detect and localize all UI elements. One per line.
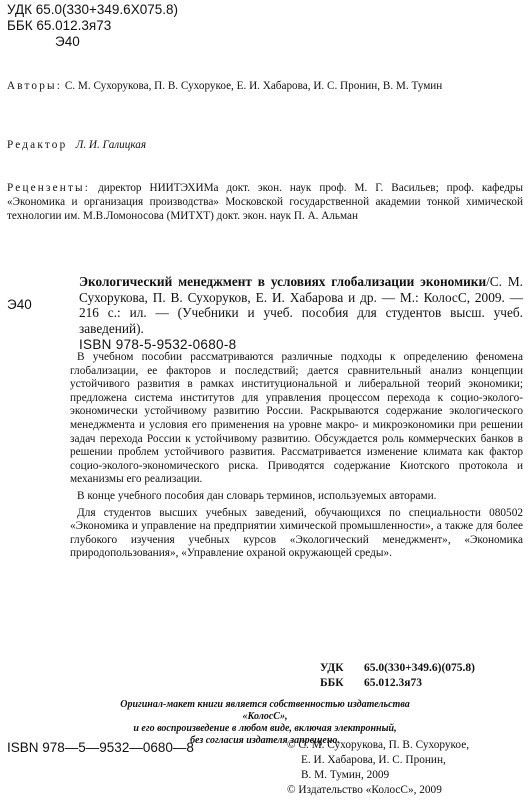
editor-label: Редактор bbox=[7, 139, 68, 151]
reviewers-block bbox=[7, 181, 523, 223]
bibliographic-record bbox=[7, 274, 523, 352]
abstract-paragraph-2: В конце учебного пособия дан словарь терминов, используемых авторами. bbox=[77, 489, 437, 502]
notice-line-1: Оригинал-макет книги является собственностью издательства «КолосС», bbox=[120, 699, 410, 722]
book-title: Экологический менеджмент в условиях глобализации экономики bbox=[79, 274, 487, 289]
authors-block bbox=[7, 79, 523, 93]
notice-line-2: и его воспроизведение в любом виде, включая электронный, bbox=[133, 723, 397, 734]
abstract-paragraph-3: Для студентов высших учебных заведений, обучающихся по специальности 080502 «Экономика и управление на предприятии химической промышленности», а также для более глубокого изучения учебных курсов «Экологический менеджмент», «Экономика природопользования», «Управление охраной окружающей среды». bbox=[70, 506, 523, 560]
notice-line-3: без согласия издателя запрещено. bbox=[190, 735, 340, 746]
authors-label: Авторы: bbox=[7, 80, 63, 92]
footer-udk-value: 65.0(330+349.6)(075.8) bbox=[364, 662, 475, 674]
copyright-line-2: Е. И. Хабарова, И. С. Пронин, bbox=[301, 754, 446, 766]
footer-bbk-label: ББК bbox=[320, 676, 344, 689]
copyright-line-1: © С. М. Сухорукова, П. В. Сухорукое, bbox=[287, 739, 470, 751]
isbn-record: ISBN 978-5-9532-0680-8 bbox=[79, 337, 237, 352]
footer-codes bbox=[320, 661, 522, 690]
abstract bbox=[70, 351, 523, 564]
editor-block bbox=[7, 138, 523, 152]
bib-description bbox=[79, 274, 523, 336]
footer-udk-label: УДК bbox=[320, 662, 344, 674]
bib-index: Э40 bbox=[7, 297, 32, 312]
copyright-line-4: © Издательство «КолосС», 2009 bbox=[287, 784, 442, 796]
copyright-line-3: В. М. Тумин, 2009 bbox=[301, 769, 390, 781]
bbk-code: ББК 65.012.3я73 bbox=[7, 18, 112, 33]
editor-name: Л. И. Галицкая bbox=[75, 139, 147, 151]
classification-codes bbox=[7, 2, 178, 50]
isbn-bottom: ISBN 978—5—9532—0680—8 bbox=[7, 740, 194, 755]
reviewers-list: директор НИИТЭХИМа докт. экон. наук проф. М. Г. Васильев; проф. кафедры «Экономика и организация производства» Московской государственной академии тонкой химической технологии им. М.В.Ломоносова (МИТХТ) докт. экон. наук П. А. Альман bbox=[7, 182, 523, 222]
author-index: Э40 bbox=[55, 34, 80, 49]
abstract-paragraph-1: В учебном пособии рассматриваются различные подходы к определению феномена глобализации, ее факторов и последствий; дается сравнительный анализ концепции устойчивого развития в рамках институциональной и либеральной теорий экономики; предложена система институтов для управления процессом перехода к социо-эколого-экономически устойчивому развитию России. Раскрываются содержание экологического менеджмента и условия его применения на уровне макро- и микроэкономики при решении задач перехода России к устойчивому развитию. Обсуждается роль коммерческих банков в решении проблем устойчивого развития. Рассматривается изменение климата как фактор социо-эколого-экономического риска. Приводятся содержание Киотского протокола и механизмы его реализации. bbox=[70, 351, 523, 486]
footer-bbk-value: 65.012.3я73 bbox=[364, 676, 422, 689]
bib-details: /С. М. Сухорукова, П. В. Сухоруков, Е. И. Хабарова и др. — М.: КолосС, 2009. — 216 с.: ил. — (Учебники и учеб. пособия для студентов высш. учеб. заведений). bbox=[79, 274, 523, 336]
copyright-block bbox=[287, 738, 523, 798]
udk-code: УДК 65.0(330+349.6Х075.8) bbox=[7, 2, 178, 17]
authors-list: С. М. Сухорукова, П. В. Сухорукое, Е. И. Хабарова, И. С. Пронин, В. М. Тумин bbox=[62, 80, 443, 92]
reviewers-label: Рецензенты: bbox=[7, 182, 91, 194]
